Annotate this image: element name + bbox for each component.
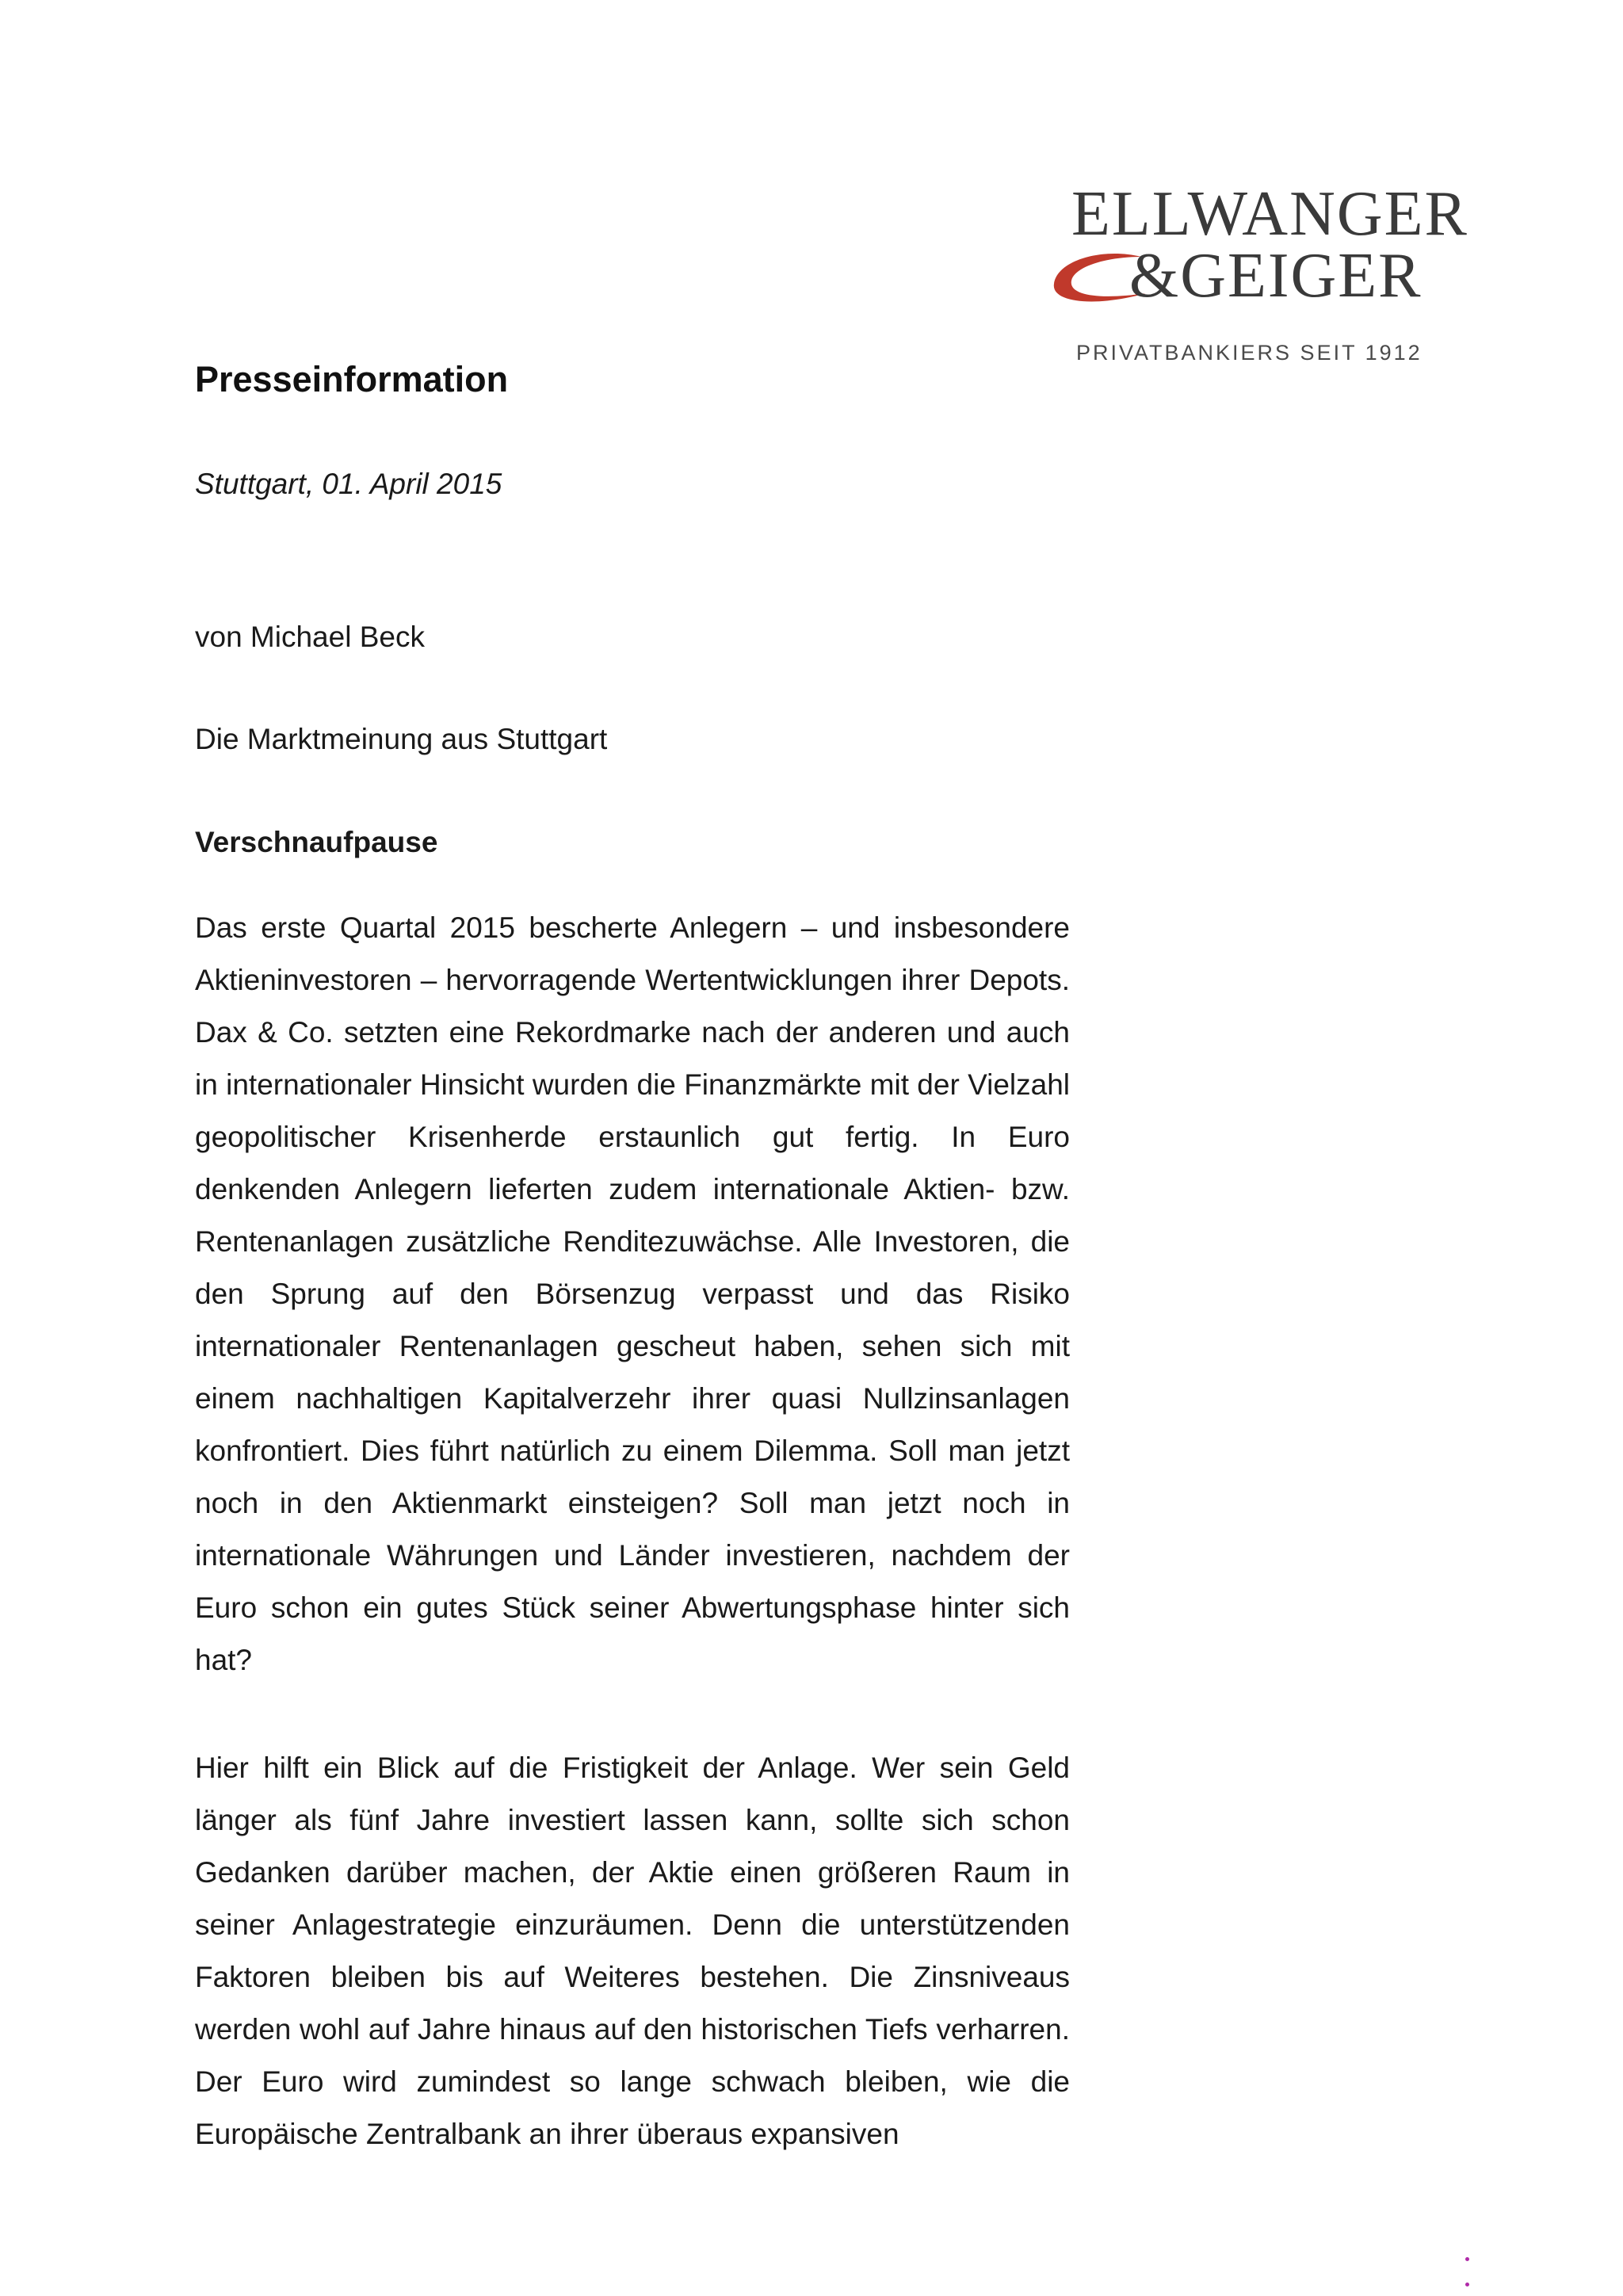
margin-mark (1465, 2283, 1469, 2286)
logo-tagline: PRIVATBANKIERS SEIT 1912 (1076, 341, 1423, 365)
margin-mark (1465, 2257, 1469, 2261)
dateline: Stuttgart, 01. April 2015 (195, 468, 502, 500)
body-paragraph: Hier hilft ein Blick auf die Fristigkeit der Anlage. Wer sein Geld länger als fünf Jahre investiert lassen kann, sollte sich schon Gedanken darüber machen, der Aktie einen größeren Raum in seiner Anlagestrategie einzuräumen. Denn die unterstützenden Faktoren bleiben bis auf Weiteres bestehen. Die Zinsniveaus werden wohl auf Jahre hinaus auf den historischen Tiefs verharren. Der Euro wird zumindest so lange schwach bleiben, wie die Europäische Zentralbank an ihrer überaus expansiven (195, 1752, 1070, 2150)
author-line: von Michael Beck (195, 621, 425, 653)
logo-wordmark-line2: &GEIGER (1129, 241, 1423, 311)
logo-wordmark-line1: ELLWANGER (1071, 179, 1468, 249)
document-heading: Presseinformation (195, 359, 509, 399)
column-subtitle: Die Marktmeinung aus Stuttgart (195, 723, 608, 755)
bank-logo (1030, 179, 1468, 372)
body-paragraph: Das erste Quartal 2015 bescherte Anlegern – und insbesondere Aktieninvestoren – hervorragende Wertentwicklungen ihrer Depots. Dax & Co. setzten eine Rekordmarke nach der anderen und auch in internationaler Hinsicht wurden die Finanzmärkte mit der Vielzahl geopolitischer Krisenherde erstaunlich gut fertig. In Euro denkenden Anlegern lieferten zudem internationale Aktien- bzw. Rentenanlagen zusätzliche Renditezuwächse. Alle Investoren, die den Sprung auf den Börsenzug verpasst und das Risiko internationaler Rentenanlagen gescheut haben, sehen sich mit einem nachhaltigen Kapitalverzehr ihrer quasi Nullzinsanlagen konfrontiert. Dies führt natürlich zu einem Dilemma. Soll man jetzt noch in den Aktienmarkt einsteigen? Soll man jetzt noch in internationale Währungen und Länder investieren, nachdem der Euro schon ein gutes Stück seiner Abwertungsphase hinter sich hat? (195, 911, 1070, 1676)
article-title: Verschnaufpause (195, 826, 438, 858)
